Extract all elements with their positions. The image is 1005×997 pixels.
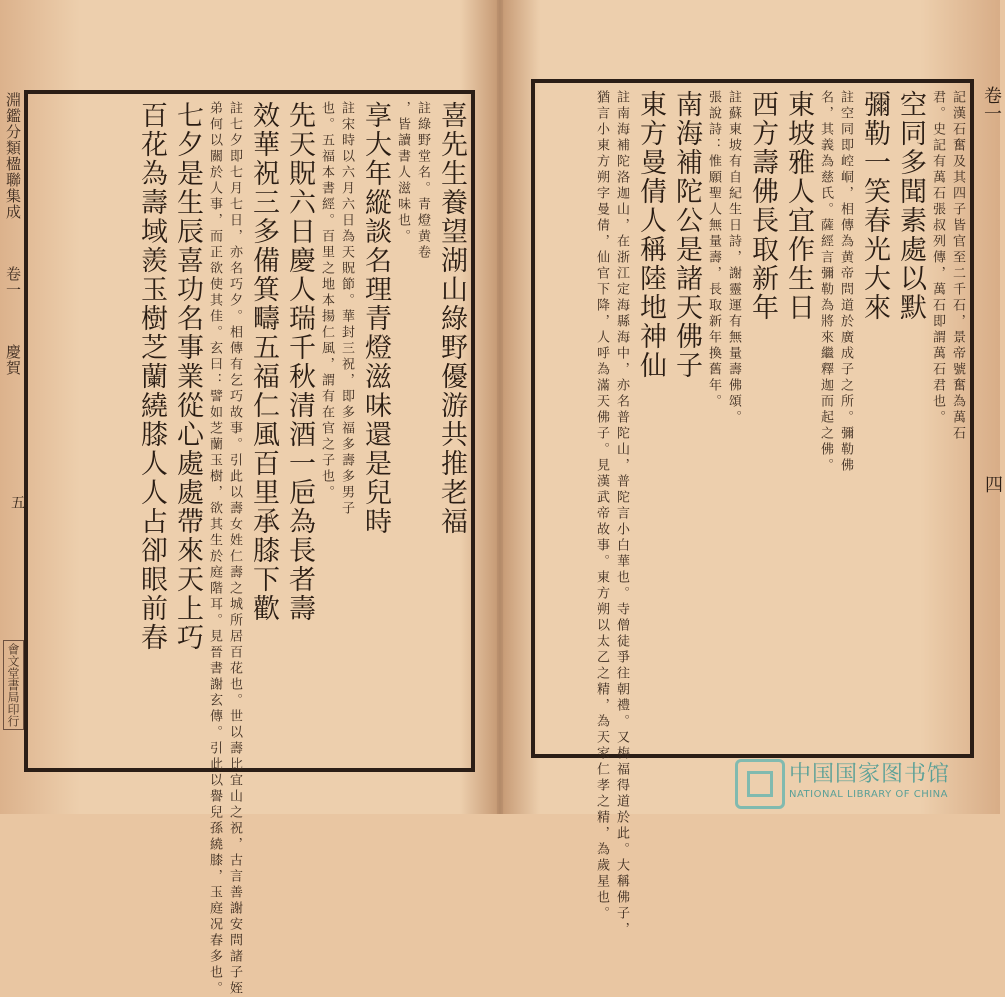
right_page-note-column: 名，其義為慈氏。薩經言彌勒為將來繼釋迦而起之佛。 bbox=[818, 90, 833, 474]
left-text-columns bbox=[33, 101, 467, 997]
left-imprint: 會文堂書局印行 bbox=[3, 640, 24, 730]
right_page-note-column: 猶言小東方朔字曼倩，仙官下降，人呼為滿天佛子。見漢武帝故事。東方朔以太乙之精，為天家仁孝之精，為歲星也。 bbox=[594, 90, 609, 922]
left_page-couplet-column: 喜先生養望湖山綠野優游共推老福 bbox=[436, 101, 467, 536]
right_page-couplet-column: 東坡雅人宜作生日 bbox=[783, 90, 814, 322]
left_page-note-column: 註宋時以六月六日為天貺節。華封三祝，即多福多壽多男子 bbox=[339, 101, 354, 517]
left_page-note-column: ，皆讀書人滋味也。 bbox=[395, 101, 410, 245]
right_page-couplet-column: 東方曼倩人稱陸地神仙 bbox=[635, 90, 666, 380]
right-leaf-number: 四 bbox=[982, 475, 1003, 493]
left-fold-section: 慶賀 bbox=[4, 343, 22, 376]
right_page-note-column: 註南海補陀洛迦山，在浙江定海縣海中，亦名普陀山，普陀言小白華也。寺僧徒爭往朝禮。又梅福得道於此。大稱佛子， bbox=[614, 90, 629, 938]
library-watermark bbox=[735, 755, 995, 810]
book-spine bbox=[497, 0, 503, 814]
left-fold-volume: 卷一 bbox=[4, 265, 22, 298]
right_page-note-column: 註蘇東坡有自紀生日詩，謝靈運有無量壽佛頌。 bbox=[726, 90, 741, 426]
right_page-couplet-column: 南海補陀公是諸天佛子 bbox=[671, 90, 702, 380]
left-leaf-number: 五 bbox=[9, 495, 25, 509]
right_page-couplet-column: 西方壽佛長取新年 bbox=[747, 90, 778, 322]
left_page-couplet-column: 享大年縱談名理青燈滋味還是兒時 bbox=[360, 101, 391, 536]
left-page-frame bbox=[24, 90, 475, 997]
left-fold-title bbox=[3, 92, 24, 376]
left_page-couplet-column: 百花為壽域羨玉樹芝蘭繞膝人人占卻眼前春 bbox=[136, 101, 167, 652]
left_page-couplet-column: 先天貺六日慶人瑞千秋清酒一巵為長者壽 bbox=[284, 101, 315, 623]
right_page-note-column: 註空同即崆峒，相傳為黄帝問道於廣成子之所。彌勒佛 bbox=[838, 90, 853, 474]
right_page-couplet-column: 彌勒一笑春光大來 bbox=[859, 90, 890, 322]
left_page-note-column: 註七夕即七月七日，亦名巧夕。相傳有乞巧故事。引此以壽女姓仁壽之城所居百花也。世以壽比宜山之祝，古言善謝安問諸子姪 bbox=[227, 101, 242, 997]
right_page-note-column: 記漢石奮及其四子皆官至二千石，景帝號奮為萬石 bbox=[950, 90, 965, 442]
left-fold-book-title: 淵鑑分類楹聯集成 bbox=[4, 92, 22, 220]
left_page-note-column: 也。五福本書經。百里之地本揚仁風，謂有在官之子也。 bbox=[319, 101, 334, 501]
left_page-couplet-column: 效華祝三多備箕疇五福仁風百里承膝下歡 bbox=[248, 101, 279, 623]
right_page-note-column: 張說詩：惟願聖人無量壽，長取新年換舊年。 bbox=[706, 90, 721, 410]
left_page-note-column: 弟何以關於人事，而正欲使其佳。玄曰：譬如芝蘭玉樹，欲其生於庭階耳。見晉書謝玄傳。引此以譽兒孫繞膝，玉庭况春多也。 bbox=[207, 101, 222, 997]
right-fold-volume: 卷一 bbox=[981, 86, 1002, 122]
right_page-couplet-column: 空同多聞素處以默 bbox=[895, 90, 926, 322]
watermark-chinese: 中国国家图书馆 bbox=[789, 762, 951, 787]
left_page-note-column: 註綠野堂名。青燈黄卷 bbox=[415, 101, 430, 261]
watermark-english: NATIONAL LIBRARY OF CHINA bbox=[789, 789, 948, 800]
right_page-note-column: 君。史記有萬石張叔列傳，萬石即謂萬石君也。 bbox=[930, 90, 945, 426]
left_page-couplet-column: 七夕是生辰喜功名事業從心處處帶來天上巧 bbox=[172, 101, 203, 652]
library-logo-icon bbox=[735, 759, 785, 809]
